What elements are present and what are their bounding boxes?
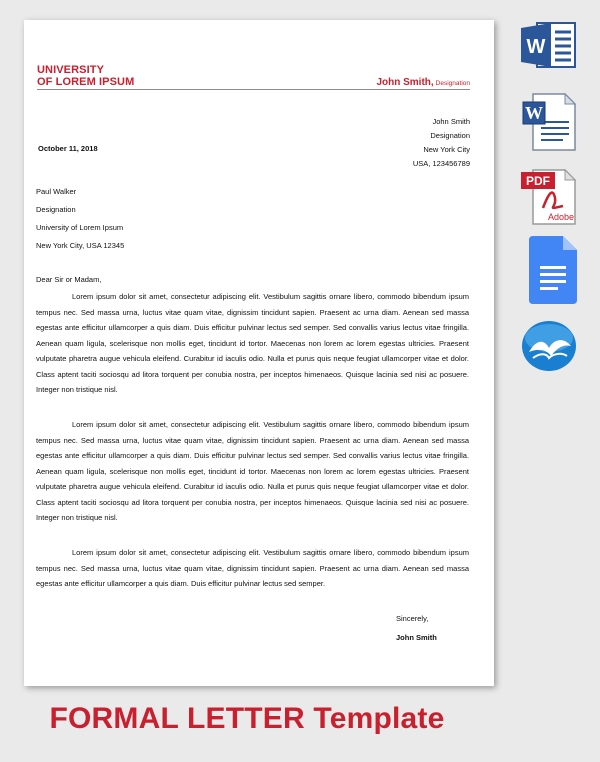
sender-address: John Smith Designation New York City USA, 123456789 [412, 117, 470, 168]
body-paragraph: Lorem ipsum dolor sit amet, consectetur adipiscing elit. Vestibulum sagittis ornare libero, commodo bibendum ipsum tempus nec. Sed massa urna, luctus vitae quam vitae, dignissim tincidunt sapien. Praesent ac urna diam. Aenean sed massa egestas ante efficitur ullamcorper a quis diam. Duis efficitur pulvinar lectus sed semper. Sed convallis varius lectus vitae fringilla. Aenean quam ligula, scelerisque non mollis eget, tincidunt id tortor. Maecenas non lorem ac lorem egestas ultricies. Praesent vulputate pharetra augue vehicula eleifend. Curabitur id iaculis odio. Nulla et purus quis neque feugiat ullamcorper vitae et dolor. Class aptent taciti sociosqu ad litora torquent per conubia nostra, per inceptos himenaeos. Quisque lacinia sed nisi ac posuere. Integer non tristique nisl. [36, 292, 469, 394]
recipient-address: Paul Walker Designation University of Lorem Ipsum New York City, USA 12345 [36, 187, 125, 250]
word-doc-icon[interactable] [519, 92, 579, 152]
valediction: Sincerely, [396, 614, 429, 623]
letterhead-divider [37, 89, 470, 90]
letterhead-sender [376, 77, 470, 88]
word-doc-icon-letter: W [525, 103, 543, 123]
pdf-icon-badge: PDF [526, 174, 550, 188]
pdf-icon[interactable] [519, 168, 579, 226]
closing [396, 609, 437, 647]
letterhead-sender-name: John Smith, [376, 77, 434, 88]
letter-page [24, 20, 494, 686]
word-icon-letter: W [526, 36, 546, 58]
letterhead-sender-designation: Designation [435, 80, 470, 87]
salutation: Dear Sir or Madam, [36, 275, 102, 284]
template-title: FORMAL LETTER Template [49, 702, 445, 735]
signature-name: John Smith [396, 633, 437, 642]
letter-date: October 11, 2018 [38, 144, 98, 153]
pdf-icon-caption: Adobe [547, 212, 575, 222]
word-icon[interactable] [519, 20, 577, 70]
organization-name: UNIVERSITY OF LOREM IPSUM [37, 64, 135, 88]
body-paragraph: Lorem ipsum dolor sit amet, consectetur adipiscing elit. Vestibulum sagittis ornare libero, commodo bibendum ipsum tempus nec. Sed massa urna, luctus vitae quam vitae, dignissim tincidunt sapien. Praesent ac urna diam. Aenean sed massa egestas ante efficitur ullamcorper a quis diam. Duis efficitur pulvinar lectus sed semper. [36, 548, 469, 588]
openoffice-icon[interactable] [519, 318, 579, 374]
google-docs-icon[interactable] [527, 236, 579, 304]
body-paragraph: Lorem ipsum dolor sit amet, consectetur adipiscing elit. Vestibulum sagittis ornare libero, commodo bibendum ipsum tempus nec. Sed massa urna, luctus vitae quam vitae, dignissim tincidunt sapien. Praesent ac urna diam. Aenean sed massa egestas ante efficitur ullamcorper a quis diam. Duis efficitur pulvinar lectus sed semper. Sed convallis varius lectus vitae fringilla. Aenean quam ligula, scelerisque non mollis eget, tincidunt id tortor. Maecenas non lorem ac lorem egestas ultricies. Praesent vulputate pharetra augue vehicula eleifend. Curabitur id iaculis odio. Nulla et purus quis neque feugiat ullamcorper vitae et dolor. Class aptent taciti sociosqu ad litora torquent per conubia nostra, per inceptos himenaeos. Quisque lacinia sed nisi ac posuere. Integer non tristique nisl. [36, 420, 469, 522]
